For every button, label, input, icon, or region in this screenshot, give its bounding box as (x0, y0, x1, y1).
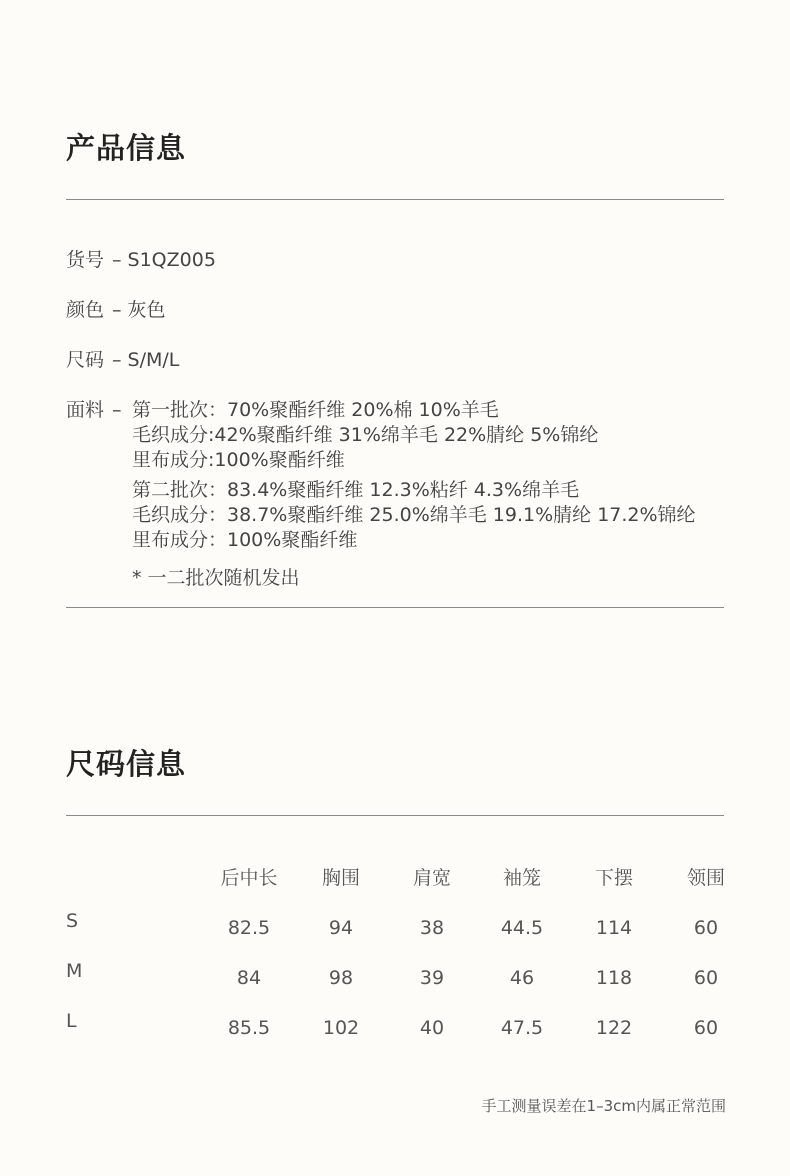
table-cell: 38 (419, 917, 445, 939)
size-row-label-m: M (66, 960, 83, 982)
sku-value: S1QZ005 (127, 249, 216, 271)
product-info-row-sku (66, 248, 216, 273)
size-separator: – (112, 349, 122, 371)
table-cell: 39 (419, 967, 445, 989)
col-header-collar: 领围 (686, 867, 725, 889)
fabric-batch1-line: 第一批次：70%聚酯纤维 20%棉 10%羊毛 (132, 399, 499, 421)
size-info-title: 尺码信息 (66, 747, 187, 781)
size-value: S/M/L (127, 349, 180, 371)
table-cell: 122 (595, 1017, 633, 1039)
table-cell: 46 (509, 967, 535, 989)
product-info-title: 产品信息 (66, 131, 187, 165)
fabric-label: 面料 (66, 399, 105, 421)
sku-separator: – (112, 249, 122, 271)
fabric-batch1-knit-line: 毛织成分:42%聚酯纤维 31%绵羊毛 22%腈纶 5%锦纶 (132, 424, 599, 446)
measurement-footnote: 手工测量误差在1–3cm内属正常范围 (481, 1097, 726, 1115)
product-info-row-color (66, 298, 166, 323)
table-cell: 40 (419, 1017, 445, 1039)
color-value: 灰色 (127, 299, 166, 321)
fabric-batch2-line: 第二批次：83.4%聚酯纤维 12.3%粘纤 4.3%绵羊毛 (132, 479, 580, 501)
size-info-divider (66, 815, 724, 816)
table-cell: 44.5 (500, 917, 544, 939)
table-cell: 85.5 (227, 1017, 271, 1039)
col-header-back-length: 后中长 (220, 867, 278, 889)
fabric-batch2-lining-line: 里布成分：100%聚酯纤维 (132, 529, 358, 551)
sku-label: 货号 (66, 249, 105, 271)
col-header-chest: 胸围 (321, 867, 360, 889)
table-cell: 114 (595, 917, 633, 939)
table-cell: 84 (236, 967, 262, 989)
table-cell: 60 (693, 967, 719, 989)
fabric-separator: – (112, 399, 122, 421)
fabric-batch2-knit-line: 毛织成分：38.7%聚酯纤维 25.0%绵羊毛 19.1%腈纶 17.2%锦纶 (132, 504, 696, 526)
table-cell: 94 (328, 917, 354, 939)
table-cell: 102 (322, 1017, 360, 1039)
product-info-row-size (66, 348, 179, 373)
size-row-label-l: L (66, 1010, 77, 1032)
table-cell: 60 (693, 917, 719, 939)
table-cell: 47.5 (500, 1017, 544, 1039)
product-info-top-divider (66, 199, 724, 200)
table-cell: 82.5 (227, 917, 271, 939)
table-cell: 118 (595, 967, 633, 989)
color-separator: – (112, 299, 122, 321)
col-header-armhole: 袖笼 (502, 867, 541, 889)
col-header-shoulder: 肩宽 (412, 867, 451, 889)
size-row-label-s: S (66, 910, 79, 932)
size-label: 尺码 (66, 349, 105, 371)
table-cell: 98 (328, 967, 354, 989)
table-cell: 60 (693, 1017, 719, 1039)
fabric-batch-note: * 一二批次随机发出 (132, 567, 300, 589)
product-info-bottom-divider (66, 607, 724, 608)
fabric-batch1-lining-line: 里布成分:100%聚酯纤维 (132, 449, 345, 471)
color-label: 颜色 (66, 299, 105, 321)
product-info-row-fabric (66, 398, 128, 423)
col-header-hem: 下摆 (594, 867, 633, 889)
